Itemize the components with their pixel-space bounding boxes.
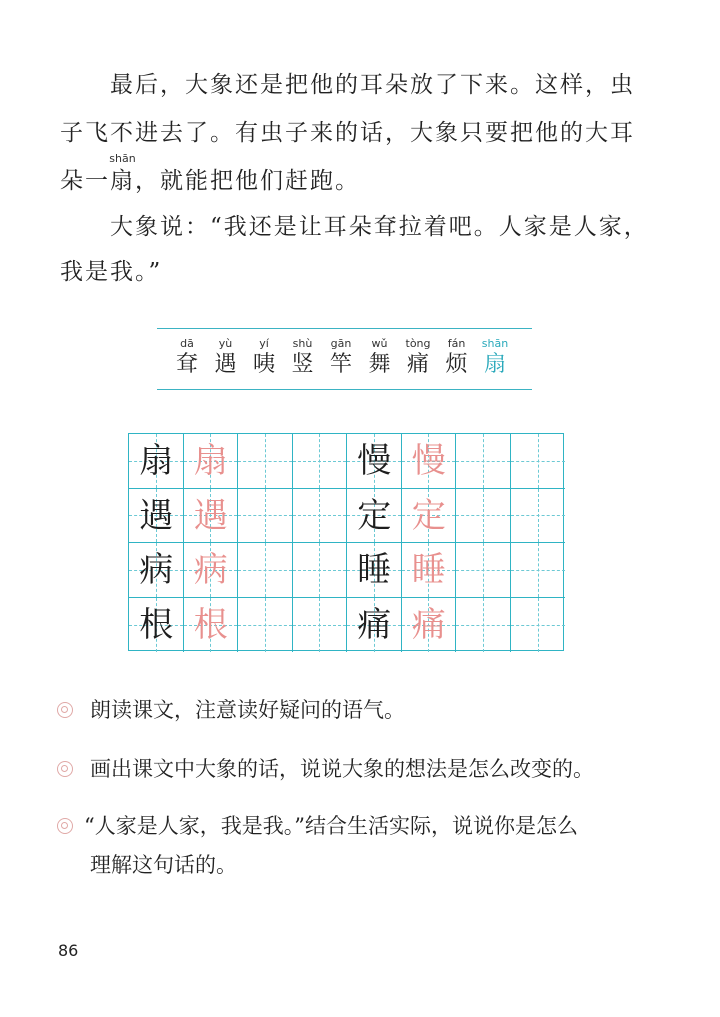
grid-guide — [456, 625, 510, 626]
vocab-char: 舞 — [368, 352, 391, 377]
vocab-char: 遇 — [214, 352, 237, 377]
vocab-char: 耷 — [175, 352, 198, 377]
story-line: 子飞不进去了。有虫子来的话，大象只要把他的大耳 — [60, 120, 635, 146]
vocab-pinyin: wǔ — [371, 337, 388, 350]
grid-cell — [238, 489, 293, 544]
trace-char: 痛 — [411, 604, 446, 645]
top-rule — [157, 328, 532, 329]
grid-guide — [511, 570, 566, 571]
grid-guide — [293, 625, 347, 626]
trace-char: 根 — [193, 604, 228, 645]
model-char: 痛 — [357, 604, 392, 645]
vocab-pinyin: fán — [447, 337, 466, 350]
grid-guide — [238, 625, 292, 626]
grid-guide — [511, 625, 566, 626]
ruby-pinyin: shān — [109, 152, 136, 165]
vocab-char: 烦 — [445, 352, 468, 377]
vocab-pinyin: shān — [481, 337, 509, 350]
vocab-word — [326, 336, 356, 378]
vocab-char: 咦 — [252, 352, 275, 377]
model-char: 病 — [139, 550, 174, 590]
grid-cell — [293, 598, 348, 653]
ruby-annotated-char — [109, 152, 136, 196]
grid-cell — [511, 598, 566, 653]
bullet-icon — [57, 818, 73, 834]
grid-guide — [456, 515, 510, 516]
trace-char: 扇 — [193, 441, 228, 481]
model-char: 定 — [357, 495, 392, 536]
model-char: 遇 — [139, 495, 174, 536]
trace-char: 睡 — [411, 550, 446, 590]
vocab-word — [403, 336, 433, 378]
vocab-char: 竖 — [291, 352, 314, 377]
vocab-pinyin: tòng — [405, 337, 431, 350]
exercise-2: 画出课文中大象的话，说说大象的想法是怎么改变的。 — [90, 757, 594, 781]
model-char: 扇 — [139, 441, 174, 481]
ruby-char: 扇 — [110, 168, 135, 194]
vocab-word — [172, 336, 202, 378]
grid-guide — [511, 461, 566, 462]
model-char: 根 — [139, 604, 174, 645]
vocab-pinyin: gān — [330, 337, 352, 350]
grid-cell — [511, 489, 566, 544]
exercise-1: 朗读课文，注意读好疑问的语气。 — [90, 698, 405, 722]
trace-char: 慢 — [411, 441, 446, 481]
grid-guide — [293, 515, 347, 516]
story-fragment: ，就能把他们赶跑。 — [135, 168, 360, 194]
grid-cell — [456, 434, 511, 489]
story-line: 最后，大象还是把他的耳朵放了下来。这样，虫 — [110, 72, 635, 98]
grid-guide — [293, 570, 347, 571]
vocab-word — [442, 336, 472, 378]
grid-cell — [293, 543, 348, 598]
vocab-char: 痛 — [406, 352, 429, 377]
story-line — [60, 152, 360, 196]
grid-cell — [238, 543, 293, 598]
bottom-rule — [157, 389, 532, 390]
grid-guide — [456, 461, 510, 462]
vocab-pinyin: yí — [259, 337, 269, 350]
grid-cell — [511, 434, 566, 489]
page-number: 86 — [58, 941, 79, 960]
vocab-word — [365, 336, 395, 378]
new-words-box — [157, 328, 532, 390]
bullet-icon — [57, 761, 73, 777]
grid-cell — [456, 489, 511, 544]
exercise-3-line2: 理解这句话的。 — [90, 853, 237, 877]
grid-guide — [238, 461, 292, 462]
grid-cell — [238, 598, 293, 653]
trace-char: 病 — [193, 550, 228, 590]
grid-guide — [511, 515, 566, 516]
trace-char: 定 — [411, 495, 446, 536]
grid-cell — [511, 543, 566, 598]
vocab-pinyin: yù — [218, 337, 233, 350]
grid-cell — [456, 543, 511, 598]
grid-guide — [238, 515, 292, 516]
vocab-word — [480, 336, 510, 378]
story-line: 我是我。” — [60, 259, 163, 285]
model-char: 慢 — [357, 441, 392, 481]
grid-guide — [456, 570, 510, 571]
vocab-char: 扇 — [483, 352, 506, 377]
vocab-word — [211, 336, 241, 378]
vocab-word — [249, 336, 279, 378]
grid-cell — [456, 598, 511, 653]
vocab-pinyin: shù — [292, 337, 313, 350]
bullet-icon — [57, 702, 73, 718]
story-line: 大象说：“我还是让耳朵耷拉着吧。人家是人家， — [110, 214, 649, 240]
trace-char: 遇 — [193, 495, 228, 536]
grid-cell — [238, 434, 293, 489]
grid-cell — [293, 434, 348, 489]
vocab-word — [288, 336, 318, 378]
exercise-3-line1: “人家是人家，我是我。”结合生活实际，说说你是怎么 — [84, 814, 578, 838]
grid-guide — [293, 461, 347, 462]
grid-cell — [293, 489, 348, 544]
writing-grid — [128, 433, 564, 651]
vocab-pinyin: dā — [180, 337, 194, 350]
vocab-char: 竿 — [329, 352, 352, 377]
model-char: 睡 — [357, 550, 392, 590]
story-fragment: 朵一 — [60, 168, 110, 194]
grid-guide — [238, 570, 292, 571]
